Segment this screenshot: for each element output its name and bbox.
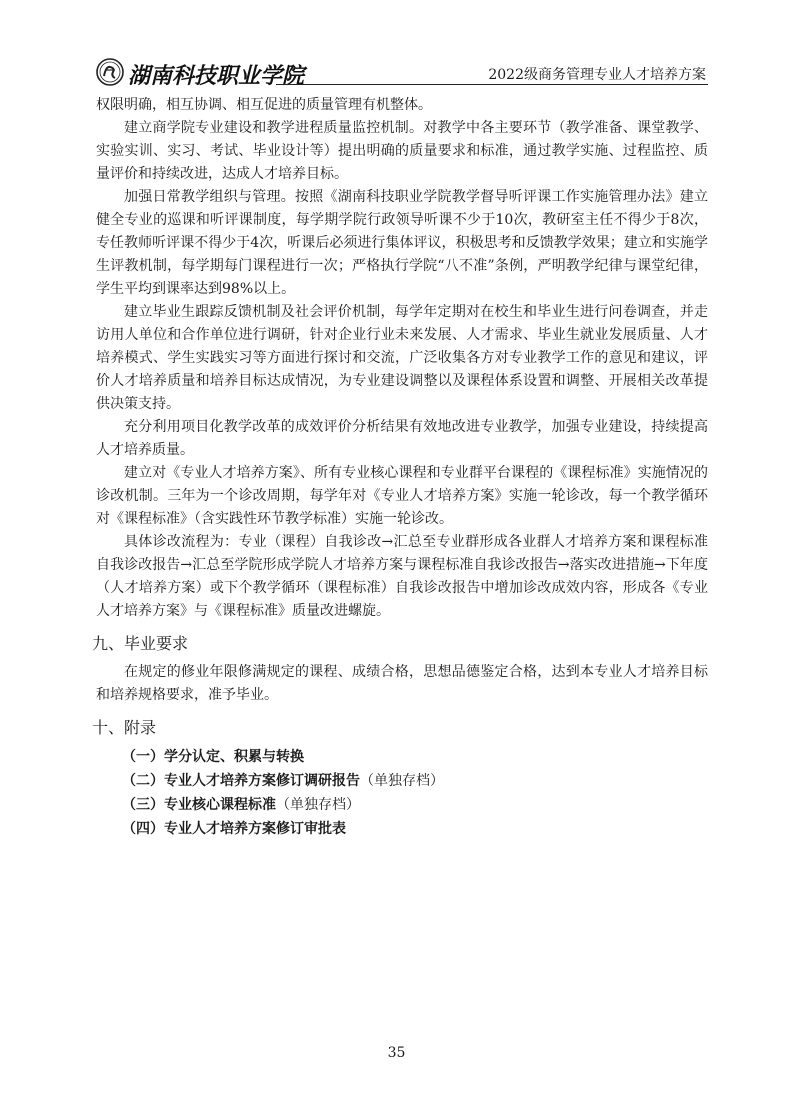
paragraph: 建立对《专业人才培养方案》、所有专业核心课程和专业群平台课程的《课程标准》实施情况的诊改机制。三年为一个诊改周期，每学年对《专业人才培养方案》实施一轮诊改，每一个教学循环对《课程标准》（含实践性环节教学标准）实施一轮诊改。 (96, 465, 708, 527)
appendix-item: （二）专业人才培养方案修订调研报告（单独存档） (122, 773, 444, 789)
paragraph: 建立毕业生跟踪反馈机制及社会评价机制，每学年定期对在校生和毕业生进行问卷调查，并走访用人单位和合作单位进行调研，针对企业行业未来发展、人才需求、毕业生就业发展质量、人才培养模式、学生实践实习等方面进行探讨和交流，广泛收集各方对专业教学工作的意见和建议，评价人才培养质量和培养目标达成情况，为专业建设调整以及课程体系设置和调整、开展相关改革提供决策支持。 (96, 304, 708, 412)
appendix-item: （三）专业核心课程标准（单独存档） (122, 797, 360, 813)
document-title: 2022级商务管理专业人才培养方案 (488, 67, 706, 83)
page-number: 35 (387, 1045, 406, 1061)
paragraph: 在规定的修业年限修满规定的课程、成绩合格，思想品德鉴定合格，达到本专业人才培养目标和培养规格要求，准予毕业。 (96, 664, 708, 703)
appendix-item: （四）专业人才培养方案修订审批表 (122, 821, 346, 837)
section-heading-appendix: 十、附录 (92, 718, 157, 737)
school-logo-calligraphy: 湖南科技职业学院 (128, 63, 305, 89)
paragraph: 充分利用项目化教学改革的成效评价分析结果有效地改进专业教学，加强专业建设，持续提高人才培养质量。 (96, 419, 708, 458)
paragraph: 具体诊改流程为：专业（课程）自我诊改→汇总至专业群形成各业群人才培养方案和课程标准自我诊改报告→汇总至学院形成学院人才培养方案与课程标准自我诊改报告→落实改进措施→下年度（人才培养方案）或下个教学循环（课程标准）自我诊改报告中增加诊改成效内容，形成各《专业人才培养方案》与《课程标准》质量改进螺旋。 (96, 534, 708, 619)
paragraph: 建立商学院专业建设和教学进程质量监控机制。对教学中各主要环节（教学准备、课堂教学、实验实训、实习、考试、毕业设计等）提出明确的质量要求和标准，通过教学实施、过程监控、质量评价和持续改进，达成人才培养目标。 (96, 120, 708, 182)
paragraph: 加强日常教学组织与管理。按照《湖南科技职业学院教学督导听评课工作实施管理办法》建立健全专业的巡课和听评课制度，每学期学院行政领导听课不少于10次，教研室主任不得少于8次，专任教师听评课不得少于4次，听课后必须进行集体评议，积极思考和反馈教学效果；建立和实施学生评教机制，每学期每门课程进行一次；严格执行学院“八不准”条例，严明教学纪律与课堂纪律，学生平均到课率达到98%以上。 (96, 189, 708, 297)
appendix-item: （一）学分认定、积累与转换 (122, 749, 304, 765)
header-rule (276, 84, 708, 85)
school-seal-icon (96, 58, 124, 86)
document-body (92, 94, 708, 841)
page-header (96, 58, 708, 88)
section-heading-graduation: 九、毕业要求 (92, 634, 189, 653)
paragraph: 权限明确，相互协调、相互促进的质量管理有机整体。 (96, 97, 432, 113)
